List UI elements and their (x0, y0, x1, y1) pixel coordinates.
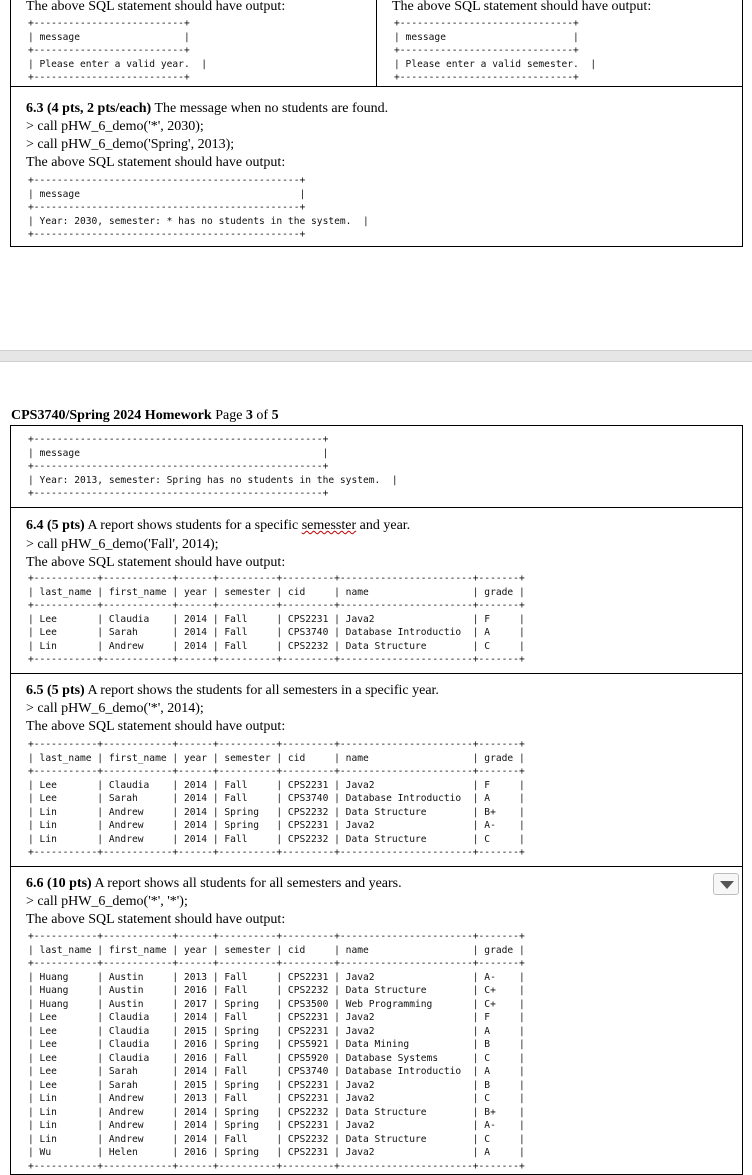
q65-text: A report shows the students for all semesters in a specific year. (84, 683, 439, 698)
q66-text: A report shows all students for all semesters and years. (91, 876, 402, 891)
q63-call-2: > call pHW_6_demo('Spring', 2013); (26, 137, 235, 152)
top-left-sql-output: +--------------------------+ | message | +--------------------------+ | Please enter a valid year. | +--------------------------+ (28, 18, 208, 83)
row-divider-3 (10, 866, 743, 867)
q63-text: The message when no students are found. (151, 101, 389, 116)
page-word: Page (211, 408, 246, 423)
q63-call-1: > call pHW_6_demo('*', 2030); (26, 119, 204, 134)
q63-label: 6.3 (4 pts, 2 pts/each) (26, 101, 152, 116)
top-right-caption: The above SQL statement should have output: (392, 0, 652, 14)
q64-label: 6.4 (5 pts) (26, 518, 85, 533)
q65-sql-output: +-----------+------------+------+----------+---------+-----------------------+-------+ | last_name | first_name | year | semester | cid | name | grade | +-----------+------------+------+----------+---------+-----------------------+-------+ | Lee | Claudia | 2014 | Fall | CPS2231 | Java2 | F | | Lee | Sarah | 2014 | Fall | CPS3740 | Database Introductio | A | | Lin | Andrew | 2014 | Spring | CPS2232 | Data Structure | B+ | | Lin | Andrew | 2014 | Spring | CPS2231 | Java2 | A- | | Lin | Andrew | 2014 | Fall | CPS2232 | Data Structure | C | +-----------+------------+------+----------+---------+-----------------------+-------+ (28, 739, 525, 858)
q64-heading (26, 517, 410, 535)
q65-heading (26, 682, 439, 700)
q63-caption: The above SQL statement should have output: (26, 155, 286, 170)
top-right-sql-output: +------------------------------+ | message | +------------------------------+ | Please enter a valid semester. | +------------------------------+ (394, 18, 597, 83)
q64-text-after: and year. (356, 518, 411, 533)
page-total: 5 (271, 408, 279, 423)
top-left-caption: The above SQL statement should have output: (26, 0, 286, 14)
q64-caption: The above SQL statement should have output: (26, 555, 286, 570)
q64-misspelled-word: semesster (301, 518, 357, 533)
q66-call: > call pHW_6_demo('*', '*'); (26, 894, 188, 909)
q66-sql-output: +-----------+------------+------+----------+---------+-----------------------+-------+ | last_name | first_name | year | semester | cid | name | grade | +-----------+------------+------+----------+---------+-----------------------+-------+ | Huang | Austin | 2013 | Fall | CPS2231 | Java2 | A- | | Huang | Austin | 2016 | Fall | CPS2232 | Data Structure | C+ | | Huang | Austin | 2017 | Spring | CPS3500 | Web Programming | C+ | | Lee | Claudia | 2014 | Fall | CPS2231 | Java2 | F | | Lee | Claudia | 2015 | Spring | CPS2231 | Java2 | A | | Lee | Claudia | 2016 | Spring | CPS5921 | Data Mining | B | | Lee | Claudia | 2016 | Fall | CPS5920 | Database Systems | C | | Lee | Sarah | 2014 | Fall | CPS3740 | Database Introductio | A | | Lee | Sarah | 2015 | Spring | CPS2231 | Java2 | B | | Lin | Andrew | 2013 | Fall | CPS2231 | Java2 | C | | Lin | Andrew | 2014 | Spring | CPS2232 | Data Structure | B+ | | Lin | Andrew | 2014 | Spring | CPS2231 | Java2 | A- | | Lin | Andrew | 2014 | Fall | CPS2232 | Data Structure | C | | Wu | Helen | 2016 | Spring | CPS2231 | Java2 | A | +-----------+------------+------+----------+---------+-----------------------+-------+ (28, 931, 525, 1172)
page-number: 3 (245, 408, 253, 423)
top-cell-divider (376, 0, 377, 86)
course-title: CPS3740/Spring 2024 Homework (11, 408, 212, 423)
q64-text-before: A report shows students for a specific (84, 518, 302, 533)
of-word: of (252, 408, 272, 423)
q63-heading (26, 100, 388, 118)
continued-sql-output: +--------------------------------------------------+ | message | +--------------------------------------------------+ | Year: 2013, semester: Spring has no students in the system. | +--------------------------------------------------+ (28, 434, 398, 499)
q65-label: 6.5 (5 pts) (26, 683, 85, 698)
q65-call: > call pHW_6_demo('*', 2014); (26, 701, 204, 716)
page-break-gap (0, 350, 752, 362)
row-divider-1 (10, 507, 743, 508)
chevron-down-icon (720, 881, 734, 889)
q66-caption: The above SQL statement should have output: (26, 912, 286, 927)
q64-sql-output: +-----------+------------+------+----------+---------+-----------------------+-------+ | last_name | first_name | year | semester | cid | name | grade | +-----------+------------+------+----------+---------+-----------------------+-------+ | Lee | Claudia | 2014 | Fall | CPS2231 | Java2 | F | | Lee | Sarah | 2014 | Fall | CPS3740 | Database Introductio | A | | Lin | Andrew | 2014 | Fall | CPS2232 | Data Structure | C | +-----------+------------+------+----------+---------+-----------------------+-------+ (28, 573, 525, 665)
page-header (11, 407, 279, 425)
row-divider-2 (10, 673, 743, 674)
q66-label: 6.6 (10 pts) (26, 876, 92, 891)
viewer-dropdown-button[interactable] (713, 873, 739, 895)
q63-sql-output: +----------------------------------------------+ | message | +----------------------------------------------+ | Year: 2030, semester: * has no students in the system. | +----------------------------------------------+ (28, 175, 369, 240)
top-row-divider (10, 86, 743, 87)
q64-call: > call pHW_6_demo('Fall', 2014); (26, 537, 219, 552)
q65-caption: The above SQL statement should have output: (26, 719, 286, 734)
q66-heading (26, 875, 402, 893)
